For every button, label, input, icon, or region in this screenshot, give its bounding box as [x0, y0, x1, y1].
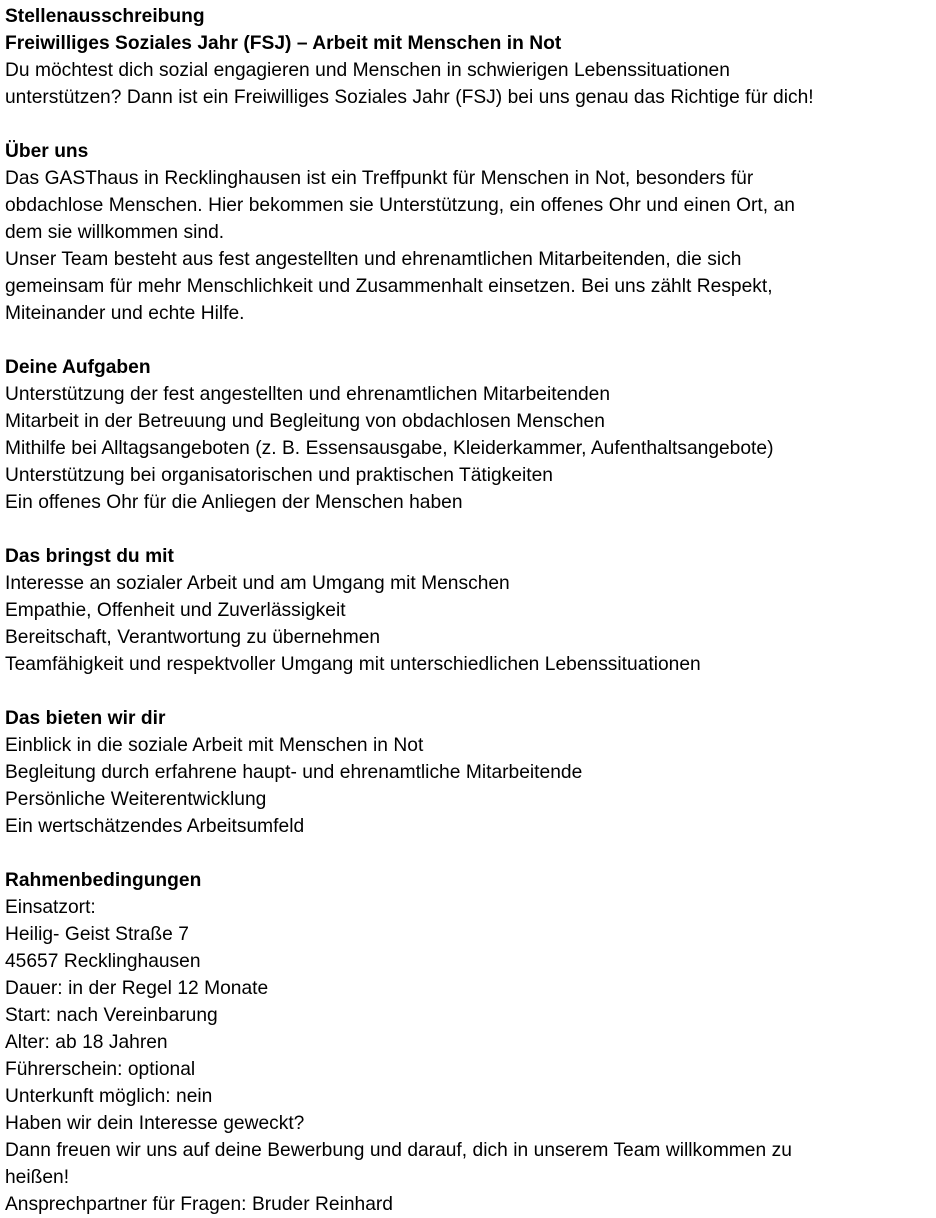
page-title: Stellenausschreibung — [5, 6, 205, 27]
section-line: Unser Team besteht aus fest angestellten und ehrenamtlichen Mitarbeitenden, die sich — [5, 249, 742, 270]
section-line: Persönliche Weiterentwicklung — [5, 789, 267, 810]
section-line: Start: nach Vereinbarung — [5, 1005, 218, 1026]
section-line: Führerschein: optional — [5, 1059, 196, 1080]
section-heading: Über uns — [5, 141, 89, 162]
section-line: Mitarbeit in der Betreuung und Begleitung von obdachlosen Menschen — [5, 411, 605, 432]
section-line: Begleitung durch erfahrene haupt- und ehrenamtliche Mitarbeitende — [5, 762, 583, 783]
section — [5, 138, 933, 327]
section-line: heißen! — [5, 1167, 70, 1188]
section-line: Miteinander und echte Hilfe. — [5, 303, 245, 324]
section-line: Unterstützung bei organisatorischen und praktischen Tätigkeiten — [5, 465, 553, 486]
section-line: Dauer: in der Regel 12 Monate — [5, 978, 269, 999]
page-subtitle: Freiwilliges Soziales Jahr (FSJ) – Arbeit mit Menschen in Not — [5, 33, 562, 54]
section-line: Das GASThaus in Recklinghausen ist ein Treffpunkt für Menschen in Not, besonders für — [5, 168, 754, 189]
section-line: Haben wir dein Interesse geweckt? — [5, 1113, 305, 1134]
section — [5, 354, 933, 516]
section-line: obdachlose Menschen. Hier bekommen sie Unterstützung, ein offenes Ohr und einen Ort, an — [5, 195, 795, 216]
section-line: Einblick in die soziale Arbeit mit Menschen in Not — [5, 735, 424, 756]
section-line: Interesse an sozialer Arbeit und am Umgang mit Menschen — [5, 573, 510, 594]
job-posting-document — [5, 3, 933, 1218]
section-line: Einsatzort: — [5, 897, 96, 918]
section-line: Unterkunft möglich: nein — [5, 1086, 213, 1107]
section-gap — [5, 678, 933, 705]
section-heading: Das bringst du mit — [5, 546, 174, 567]
section-line: Alter: ab 18 Jahren — [5, 1032, 168, 1053]
section — [5, 705, 933, 840]
intro-line: Du möchtest dich sozial engagieren und Menschen in schwierigen Lebenssituationen — [5, 60, 730, 81]
intro-line: unterstützen? Dann ist ein Freiwilliges Soziales Jahr (FSJ) bei uns genau das Richtige für dich! — [5, 87, 814, 108]
section-line: 45657 Recklinghausen — [5, 951, 201, 972]
section-line: Unterstützung der fest angestellten und ehrenamtlichen Mitarbeitenden — [5, 384, 611, 405]
section-gap — [5, 840, 933, 867]
section-line: Teamfähigkeit und respektvoller Umgang mit unterschiedlichen Lebenssituationen — [5, 654, 701, 675]
section-line: gemeinsam für mehr Menschlichkeit und Zusammenhalt einsetzen. Bei uns zählt Respekt, — [5, 276, 773, 297]
section-heading: Das bieten wir dir — [5, 708, 166, 729]
section-line: Dann freuen wir uns auf deine Bewerbung und darauf, dich in unserem Team willkommen zu — [5, 1140, 792, 1161]
section — [5, 867, 933, 1218]
section-heading: Deine Aufgaben — [5, 357, 151, 378]
section-gap — [5, 111, 933, 138]
section-line: dem sie willkommen sind. — [5, 222, 225, 243]
section-line: Heilig- Geist Straße 7 — [5, 924, 189, 945]
section-heading: Rahmenbedingungen — [5, 870, 202, 891]
section-line: Bereitschaft, Verantwortung zu übernehmen — [5, 627, 381, 648]
section-line: Ein wertschätzendes Arbeitsumfeld — [5, 816, 305, 837]
section-gap — [5, 327, 933, 354]
section — [5, 543, 933, 678]
section-line: Ein offenes Ohr für die Anliegen der Menschen haben — [5, 492, 463, 513]
section-line: Ansprechpartner für Fragen: Bruder Reinhard — [5, 1194, 393, 1215]
section-gap — [5, 516, 933, 543]
section-line: Empathie, Offenheit und Zuverlässigkeit — [5, 600, 346, 621]
section-line: Mithilfe bei Alltagsangeboten (z. B. Essensausgabe, Kleiderkammer, Aufenthaltsangebote) — [5, 438, 774, 459]
